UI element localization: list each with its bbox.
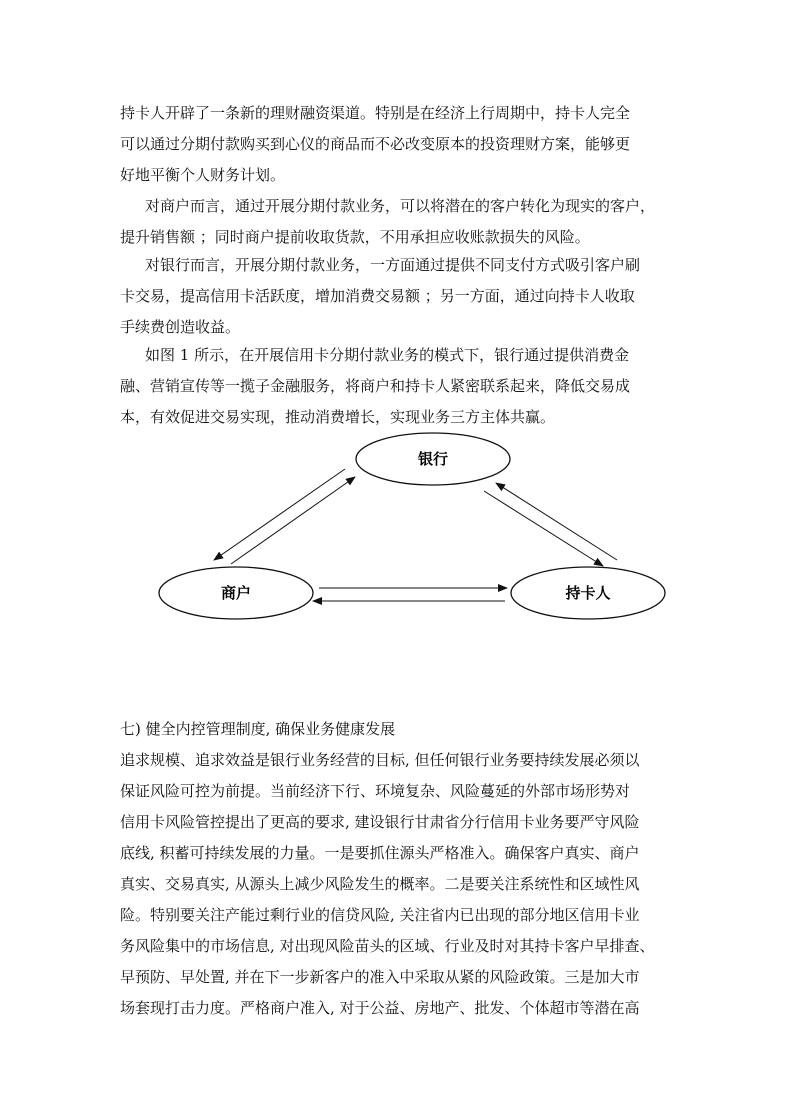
- text-line: 如图 1 所示，在开展信用卡分期付款业务的模式下，银行通过提供消费金: [145, 346, 630, 364]
- text-line: 追求规模、追求效益是银行业务经营的目标, 但任何银行业务要持续发展必须以: [120, 751, 640, 769]
- arrow-merchant-to-bank: [231, 477, 355, 564]
- text-line: 真实、交易真实, 从源头上减少风险发生的概率。二是要关注系统性和区域性风: [120, 875, 640, 893]
- text-line: 对商户而言，通过开展分期付款业务，可以将潜在的客户转化为现实的客户，: [145, 197, 656, 215]
- text-line: 好地平衡个人财务计划。: [120, 166, 286, 184]
- text-line: 本，有效促进交易实现，推动消费增长，实现业务三方主体共赢。: [120, 408, 556, 426]
- text-line: 信用卡风险管控提出了更高的要求, 建设银行甘肃省分行信用卡业务要严守风险: [120, 813, 640, 831]
- section-heading: 七) 健全内控管理制度, 确保业务健康发展: [120, 720, 396, 738]
- text-line: 保证风险可控为前提。当前经济下行、环境复杂、风险蔓延的外部市场形势对: [120, 782, 631, 800]
- text-line: 底线, 积蓄可持续发展的力量。一是要抓住源头严格准入。确保客户真实、商户: [120, 844, 640, 862]
- text-line: 场套现打击力度。严格商户准入, 对于公益、房地产、批发、个体超市等潜在高: [120, 999, 640, 1017]
- bank-node-label: 银行: [417, 450, 449, 468]
- arrow-cardholder-to-bank: [496, 483, 617, 560]
- text-line: 险。特别要关注产能过剩行业的信贷风险, 关注省内已出现的部分地区信用卡业: [120, 906, 640, 924]
- three-party-diagram: [0, 425, 792, 635]
- text-line: 对银行而言，开展分期付款业务，一方面通过提供不同支付方式吸引客户刷: [145, 256, 641, 274]
- arrow-bank-to-merchant: [214, 469, 345, 560]
- text-line: 持卡人开辟了一条新的理财融资渠道。特别是在经济上行周期中，持卡人完全: [120, 104, 631, 122]
- text-line: 手续费创造收益。: [120, 318, 241, 336]
- text-line: 融、营销宣传等一揽子金融服务，将商户和持卡人紧密联系起来，降低交易成: [120, 377, 631, 395]
- cardholder-node-label: 持卡人: [565, 584, 611, 602]
- text-line: 提升销售额 ；同时商户提前收取货款，不用承担应收账款损失的风险。: [120, 228, 590, 246]
- text-line: 早预防、早处置, 并在下一步新客户的准入中采取从紧的风险政策。三是加大市: [120, 968, 640, 986]
- text-line: 卡交易，提高信用卡活跃度，增加消费交易额 ；另一方面，通过向持卡人收取: [120, 287, 635, 305]
- text-line: 可以通过分期付款购买到心仪的商品而不必改变原本的投资理财方案，能够更: [120, 135, 631, 153]
- text-line: 务风险集中的市场信息, 对出现风险苗头的区域、行业及时对其持卡客户早排查、: [120, 937, 655, 955]
- arrow-bank-to-cardholder: [484, 491, 603, 566]
- merchant-node-label: 商户: [220, 584, 252, 602]
